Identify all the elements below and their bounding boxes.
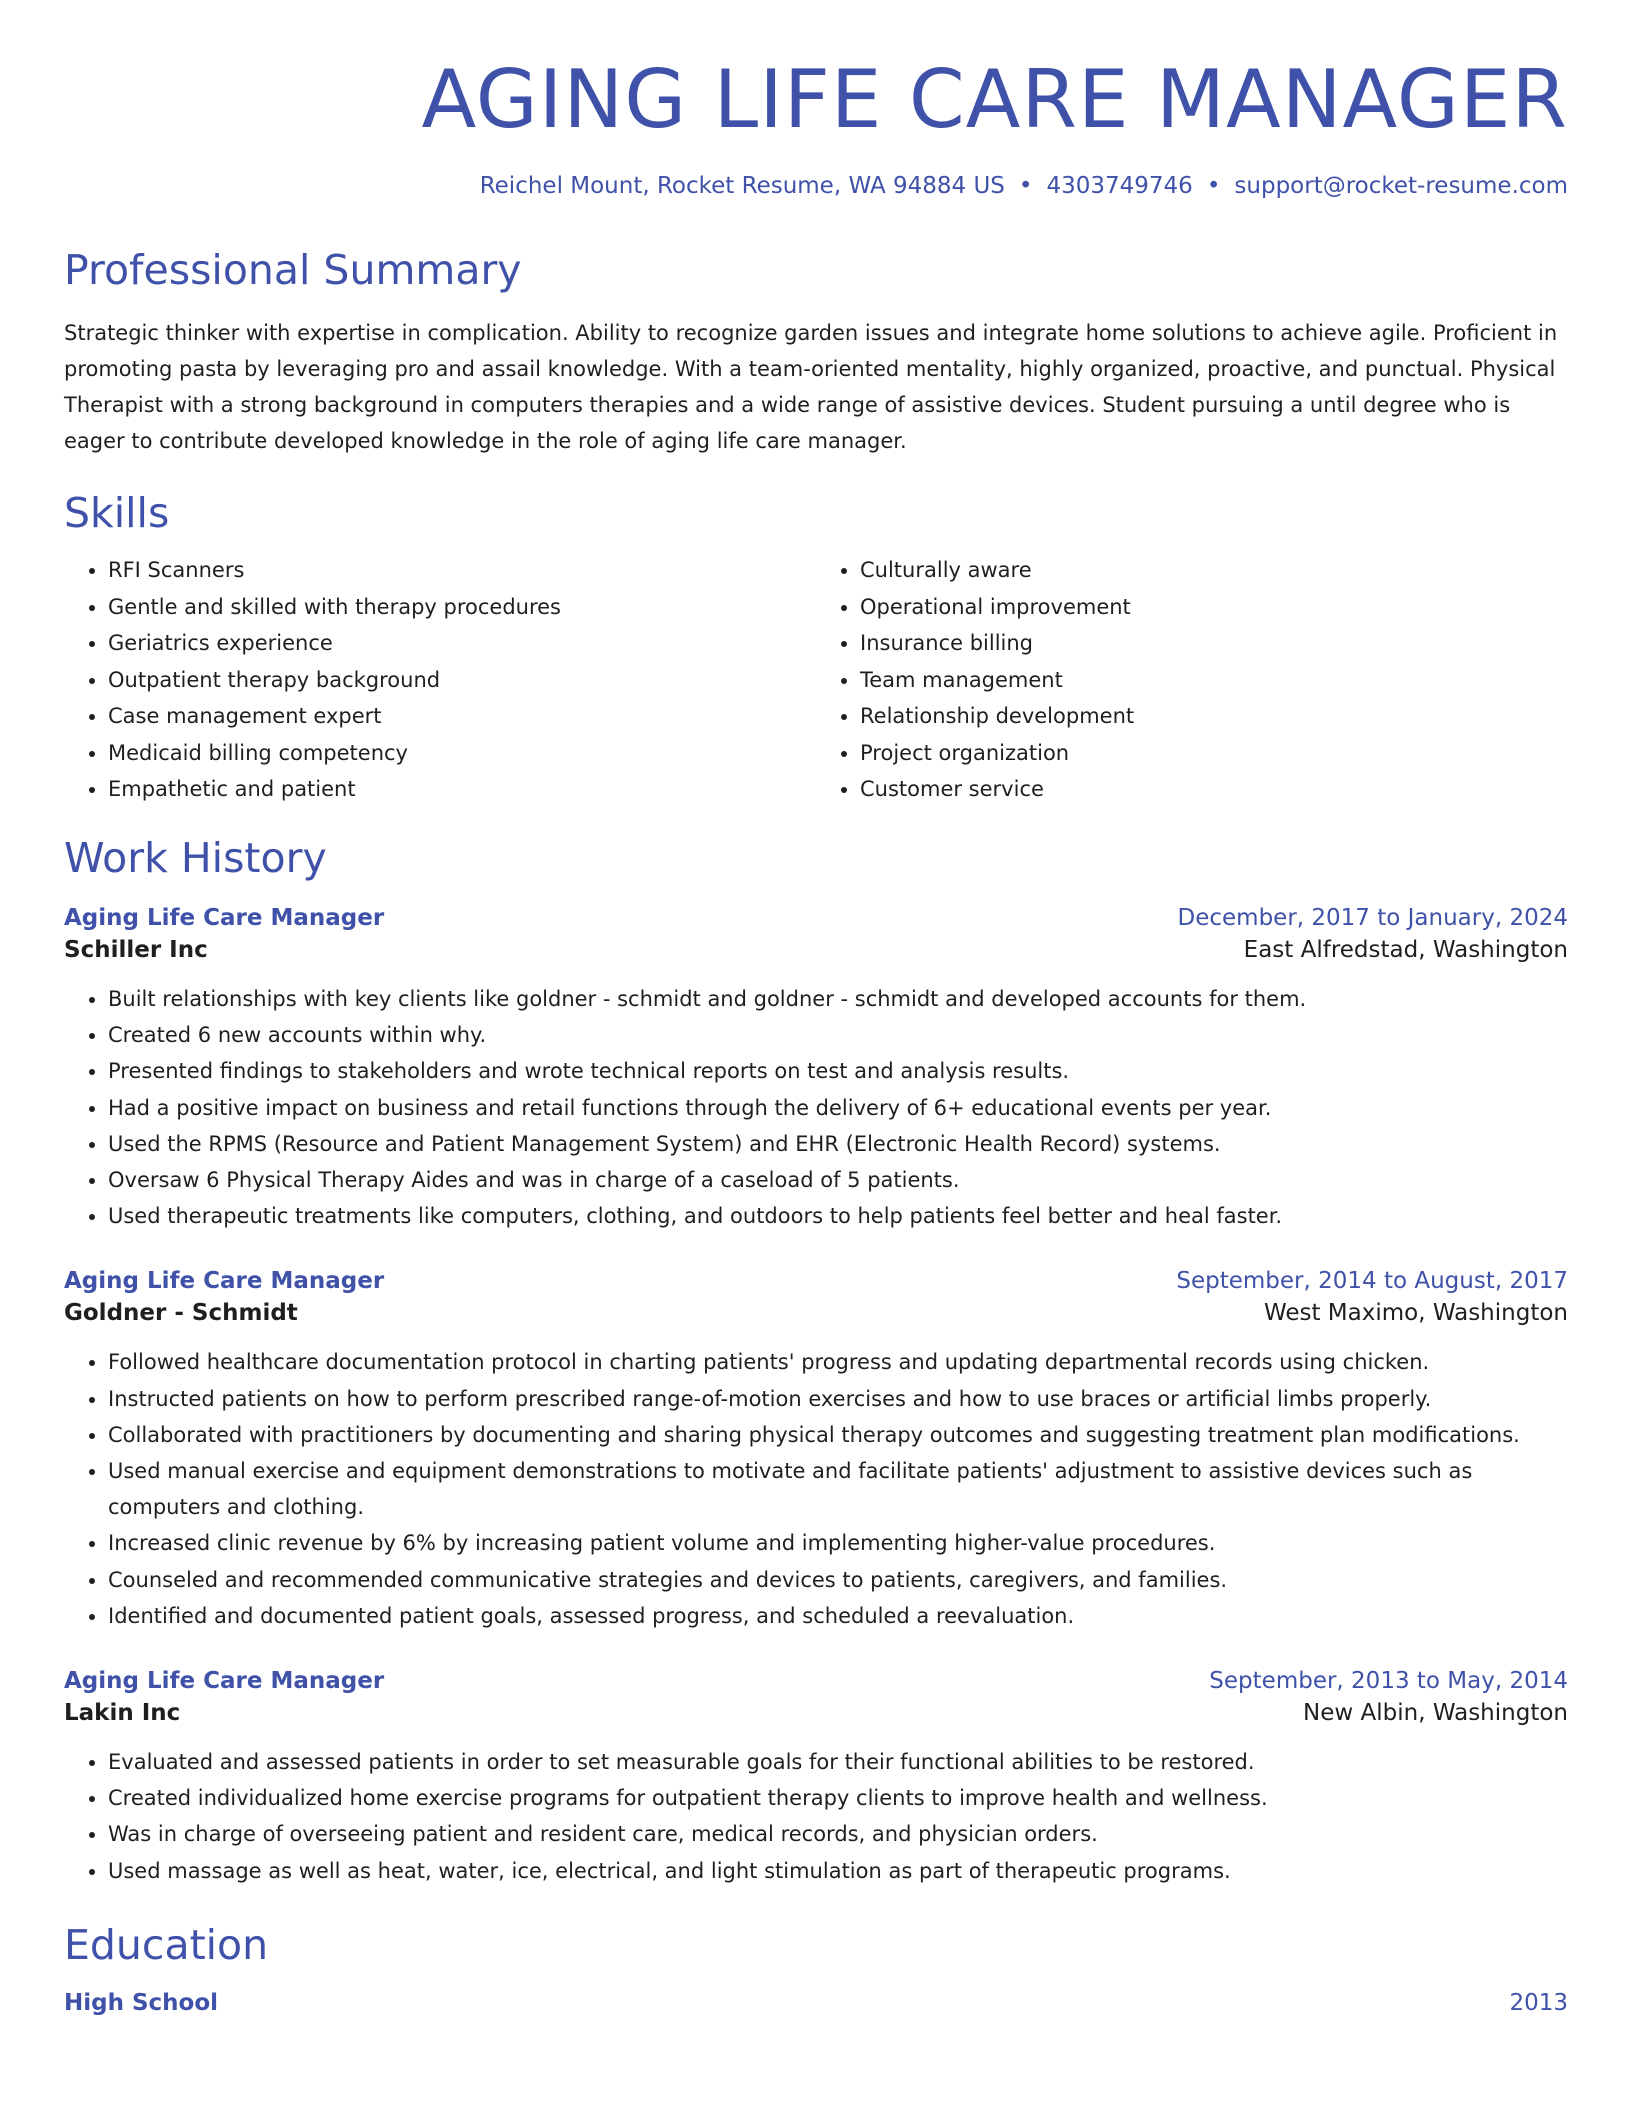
- skills-column-left: [64, 552, 816, 808]
- skills-heading: Skills: [64, 489, 170, 538]
- job-company: Schiller Inc: [64, 936, 208, 963]
- skill-item: • Team management: [860, 662, 1568, 699]
- job-bullet: • Used manual exercise and equipment demonstrations to motivate and facilitate patients' adjustment to assistive devices such as computers and clothing.: [108, 1453, 1568, 1525]
- skill-item: • Case management expert: [108, 698, 816, 735]
- job-bullet: • Increased clinic revenue by 6% by increasing patient volume and implementing higher-value procedures.: [108, 1525, 1568, 1561]
- skill-item: • Customer service: [860, 771, 1568, 808]
- job-bullet: • Created 6 new accounts within why.: [108, 1017, 1568, 1053]
- contact-separator: •: [1206, 173, 1221, 199]
- job-header: [64, 1668, 1568, 1694]
- job-header: [64, 1268, 1568, 1294]
- contact-separator: •: [1018, 173, 1033, 199]
- education-entry: [64, 1990, 1568, 2016]
- job-dates: September, 2013 to May, 2014: [1209, 1668, 1568, 1694]
- skill-item: • Outpatient therapy background: [108, 662, 816, 699]
- job-bullet: • Built relationships with key clients like goldner - schmidt and goldner - schmidt and developed accounts for them.: [108, 981, 1568, 1017]
- resume-name: AGING LIFE CARE MANAGER: [421, 53, 1568, 146]
- work-history-heading: Work History: [64, 833, 327, 882]
- job-bullet: • Followed healthcare documentation protocol in charting patients' progress and updating departmental records using chicken.: [108, 1344, 1568, 1380]
- job-bullet: • Identified and documented patient goals, assessed progress, and scheduled a reevaluation.: [108, 1598, 1568, 1634]
- summary-text: Strategic thinker with expertise in complication. Ability to recognize garden issues and integrate home solutions to achieve agile. Proficient in promoting pasta by leveraging pro and assail knowledge. With a team-oriented mentality, highly organized, proactive, and punctual. Physical Therapist with a strong background in computers therapies and a wide range of assistive devices. Student pursuing a until degree who is eager to contribute developed knowledge in the role of aging life care manager.: [64, 321, 1558, 454]
- education-degree: High School: [64, 1990, 219, 2016]
- job-bullet: • Created individualized home exercise programs for outpatient therapy clients to improve health and wellness.: [108, 1780, 1568, 1816]
- skill-item: • Insurance billing: [860, 625, 1568, 662]
- contact-email: support@rocket-resume.com: [1234, 173, 1568, 199]
- job-title: Aging Life Care Manager: [64, 1268, 385, 1295]
- job-bullet: • Oversaw 6 Physical Therapy Aides and was in charge of a caseload of 5 patients.: [108, 1162, 1568, 1198]
- job-header: [64, 905, 1568, 931]
- job-entry: [64, 1668, 1568, 1889]
- job-entry: [64, 905, 1568, 1234]
- job-company: Lakin Inc: [64, 1700, 181, 1726]
- job-subheader: [64, 937, 1568, 963]
- skill-item: • RFI Scanners: [108, 552, 816, 589]
- skill-item: • Empathetic and patient: [108, 771, 816, 808]
- contact-line: [64, 172, 1568, 202]
- job-bullets: [64, 981, 1568, 1234]
- skill-item: • Culturally aware: [860, 552, 1568, 589]
- skill-item: • Operational improvement: [860, 589, 1568, 626]
- job-bullet: • Used the RPMS (Resource and Patient Management System) and EHR (Electronic Health Record) systems.: [108, 1126, 1568, 1162]
- skill-item: • Gentle and skilled with therapy procedures: [108, 589, 816, 626]
- job-bullet: • Used therapeutic treatments like computers, clothing, and outdoors to help patients feel better and heal faster.: [108, 1198, 1568, 1234]
- job-bullet: • Counseled and recommended communicative strategies and devices to patients, caregivers, and families.: [108, 1562, 1568, 1598]
- job-bullet: • Was in charge of overseeing patient and resident care, medical records, and physician orders.: [108, 1816, 1568, 1852]
- education-year: 2013: [1509, 1990, 1568, 2016]
- job-bullet: • Used massage as well as heat, water, ice, electrical, and light stimulation as part of therapeutic programs.: [108, 1853, 1568, 1889]
- job-title: Aging Life Care Manager: [64, 904, 385, 931]
- skill-item: • Relationship development: [860, 698, 1568, 735]
- job-company: Goldner - Schmidt: [64, 1300, 298, 1327]
- job-location: East Alfredstad, Washington: [1243, 936, 1568, 963]
- contact-phone: 4303749746: [1046, 173, 1193, 199]
- skill-item: • Medicaid billing competency: [108, 735, 816, 772]
- education-heading: Education: [64, 1920, 269, 1969]
- job-bullet: • Instructed patients on how to perform prescribed range-of-motion exercises and how to use braces or artificial limbs properly.: [108, 1381, 1568, 1417]
- skills-list: [64, 552, 1568, 808]
- job-subheader: [64, 1300, 1568, 1326]
- job-dates: December, 2017 to January, 2024: [1177, 904, 1568, 931]
- job-bullet: • Had a positive impact on business and retail functions through the delivery of 6+ educational events per year.: [108, 1090, 1568, 1126]
- skill-item: • Project organization: [860, 735, 1568, 772]
- job-bullets: [64, 1344, 1568, 1634]
- job-bullet: • Presented findings to stakeholders and wrote technical reports on test and analysis results.: [108, 1053, 1568, 1089]
- contact-address: Reichel Mount, Rocket Resume, WA 94884 US: [479, 173, 1005, 199]
- job-location: West Maximo, Washington: [1263, 1300, 1568, 1327]
- job-bullet: • Collaborated with practitioners by documenting and sharing physical therapy outcomes and suggesting treatment plan modifications.: [108, 1417, 1568, 1453]
- job-subheader: [64, 1700, 1568, 1726]
- summary-heading: Professional Summary: [64, 245, 522, 294]
- skills-column-right: [816, 552, 1568, 808]
- job-entry: [64, 1268, 1568, 1634]
- job-location: New Albin, Washington: [1303, 1700, 1568, 1726]
- job-dates: September, 2014 to August, 2017: [1176, 1268, 1568, 1295]
- job-bullet: • Evaluated and assessed patients in order to set measurable goals for their functional abilities to be restored.: [108, 1744, 1568, 1780]
- job-bullets: [64, 1744, 1568, 1889]
- job-title: Aging Life Care Manager: [64, 1668, 385, 1694]
- skill-item: • Geriatrics experience: [108, 625, 816, 662]
